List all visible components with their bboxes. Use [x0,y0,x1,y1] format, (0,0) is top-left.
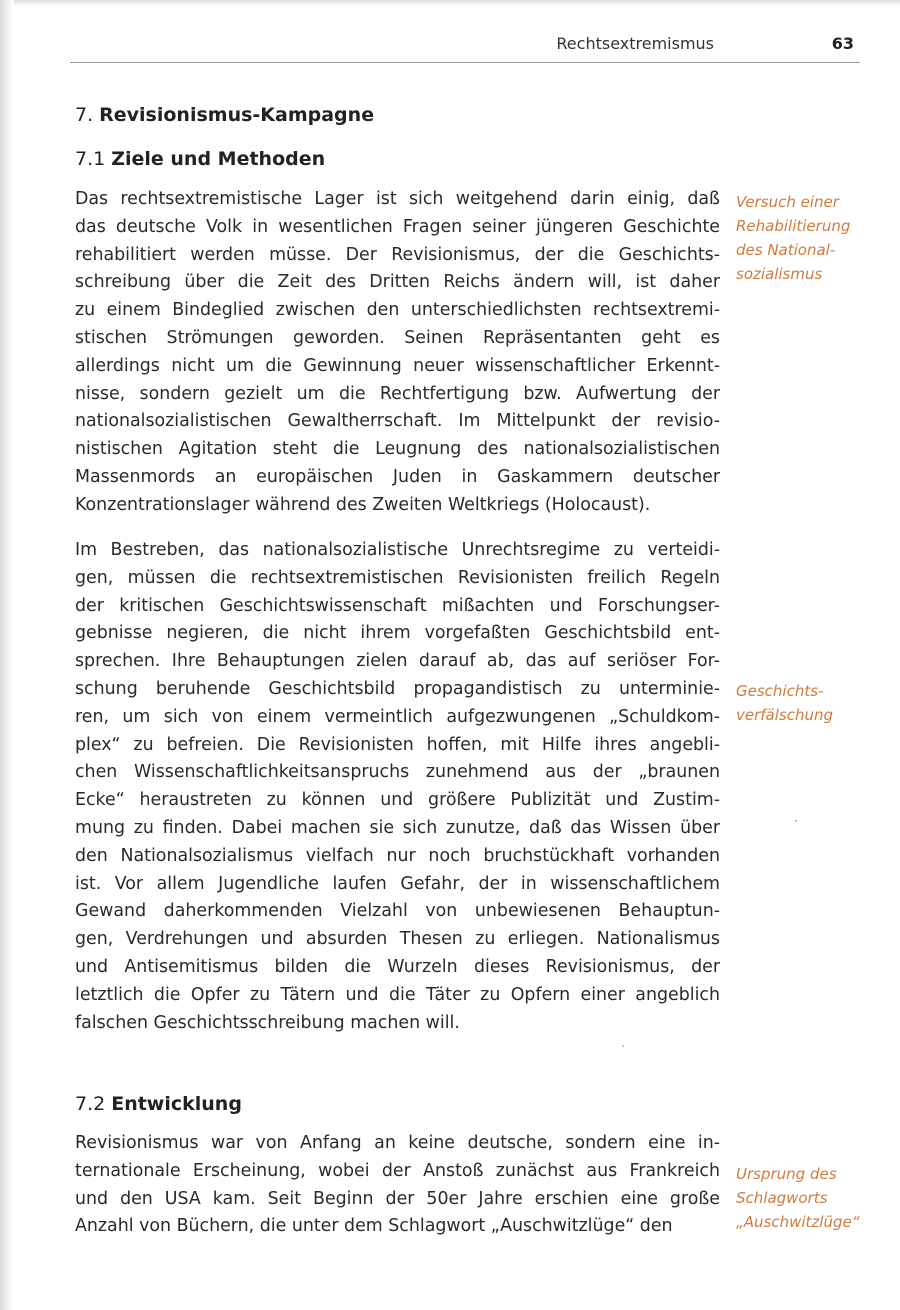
text-line: ist. Vor allem Jugendliche laufen Gefahr, der in wissenschaftlichem [75,873,720,894]
subsection-number: 7.1 [75,148,106,170]
text-line: Das rechtsextremistische Lager ist sich weitgehend darin einig, daß [75,189,720,209]
text-line: stischen Strömungen geworden. Seinen Repräsentanten geht es [75,327,720,348]
text-line: schung beruhende Geschichtsbild propagandistisch zu unterminie- [75,678,720,699]
text-line: schreibung über die Zeit des Dritten Reichs ändern will, ist daher [75,272,720,293]
margin-note-line: sozialismus [736,265,823,283]
text-line: gen, Verdrehungen und absurden Thesen zu erliegen. Nationalismus [75,929,720,950]
text-line: falschen Geschichtsschreibung machen will. [75,1012,460,1033]
margin-note-line: Schlagworts [736,1189,828,1207]
margin-note-line: Rehabilitierung [736,217,851,235]
paragraph-development [75,1130,720,1241]
text-line: den Nationalsozialismus vielfach nur noch bruchstückhaft vorhanden [75,845,720,866]
page-number: 63 [831,34,854,53]
text-line: und Antisemitismus bilden die Wurzeln dieses Revisionismus, der [75,956,720,977]
text-line: ren, um sich von einem vermeintlich aufgezwungenen „Schuldkom- [75,706,720,727]
text-line: Konzentrationslager während des Zweiten Weltkriegs (Holocaust). [75,494,651,515]
section-heading [75,104,374,126]
text-line: mung zu finden. Dabei machen sie sich zunutze, daß das Wissen über [75,817,720,838]
paragraph-falsification [75,537,720,1037]
running-title: Rechtsextremismus [556,34,714,53]
text-line: nationalsozialistischen Gewaltherrschaft. Im Mittelpunkt der revisio- [75,411,720,432]
margin-note-line: des National- [736,241,836,259]
text-line: gebnisse negieren, die nicht ihrem vorgefaßten Geschichtsbild ent- [75,623,720,644]
text-line: zu einem Bindeglied zwischen den unterschiedlichsten rechtsextremi- [75,300,720,321]
text-line: der kritischen Geschichtswissenschaft mißachten und Forschungser- [75,595,720,616]
section-title: Revisionismus-Kampagne [99,104,375,126]
margin-note-rehabilitation [736,190,896,286]
text-line: und den USA kam. Seit Beginn der 50er Jahre erschien eine große [75,1188,720,1209]
margin-note-line: Versuch einer [736,193,839,211]
text-line: das deutsche Volk in wesentlichen Fragen seiner jüngeren Geschichte [75,216,720,237]
margin-note-origin [736,1162,896,1234]
scan-speck [795,820,797,822]
text-line: letztlich die Opfer zu Tätern und die Täter zu Opfern einer angeblich [75,984,720,1005]
text-line: allerdings nicht um die Gewinnung neuer wissenschaftlicher Erkennt- [75,355,720,376]
text-line: Gewand daherkommenden Vielzahl von unbewiesenen Behauptun- [75,901,720,922]
subsection-heading-development [75,1093,242,1115]
text-line: Im Bestreben, das nationalsozialistische Unrechtsregime zu verteidi- [75,540,720,560]
text-line: Ecke“ heraustreten zu können und größere Publizität und Zustim- [75,790,720,811]
text-line: rehabilitiert werden müsse. Der Revisionismus, der die Geschichts- [75,244,720,265]
text-line: chen Wissenschaftlichkeitsanspruchs zunehmend aus der „braunen [75,762,720,783]
text-line: sprechen. Ihre Behauptungen zielen darauf ab, das auf seriöser For- [75,651,720,672]
text-line: gen, müssen die rechtsextremistischen Revisionisten freilich Regeln [75,567,720,588]
page-binding-shadow [0,0,14,1310]
text-line: plex“ zu befreien. Die Revisionisten hoffen, mit Hilfe ihres angebli- [75,734,720,755]
subsection-title: Entwicklung [111,1093,242,1115]
subsection-title: Ziele und Methoden [111,148,326,170]
subsection-number: 7.2 [75,1093,106,1115]
page-top-shadow [0,0,900,6]
subsection-heading-goals [75,148,325,170]
margin-note-line: Ursprung des [736,1165,837,1183]
running-header [70,32,860,63]
margin-note-line: verfälschung [736,706,834,724]
text-line: Massenmords an europäischen Juden in Gaskammern deutscher [75,466,720,487]
text-line: Revisionismus war von Anfang an keine deutsche, sondern eine in- [75,1133,720,1153]
text-line: ternationale Erscheinung, wobei der Anstoß zunächst aus Frankreich [75,1160,720,1181]
paragraph-goals [75,186,720,520]
scan-speck [622,1045,624,1047]
text-line: nistischen Agitation steht die Leugnung des nationalsozialistischen [75,439,720,460]
margin-note-falsification [736,679,896,727]
margin-note-line: „Auschwitzlüge“ [736,1213,860,1231]
margin-note-line: Geschichts- [736,682,824,700]
section-number: 7. [75,104,94,126]
text-line: Anzahl von Büchern, die unter dem Schlagwort „Auschwitzlüge“ den [75,1216,673,1237]
text-line: nisse, sondern gezielt um die Rechtfertigung bzw. Aufwertung der [75,383,720,404]
